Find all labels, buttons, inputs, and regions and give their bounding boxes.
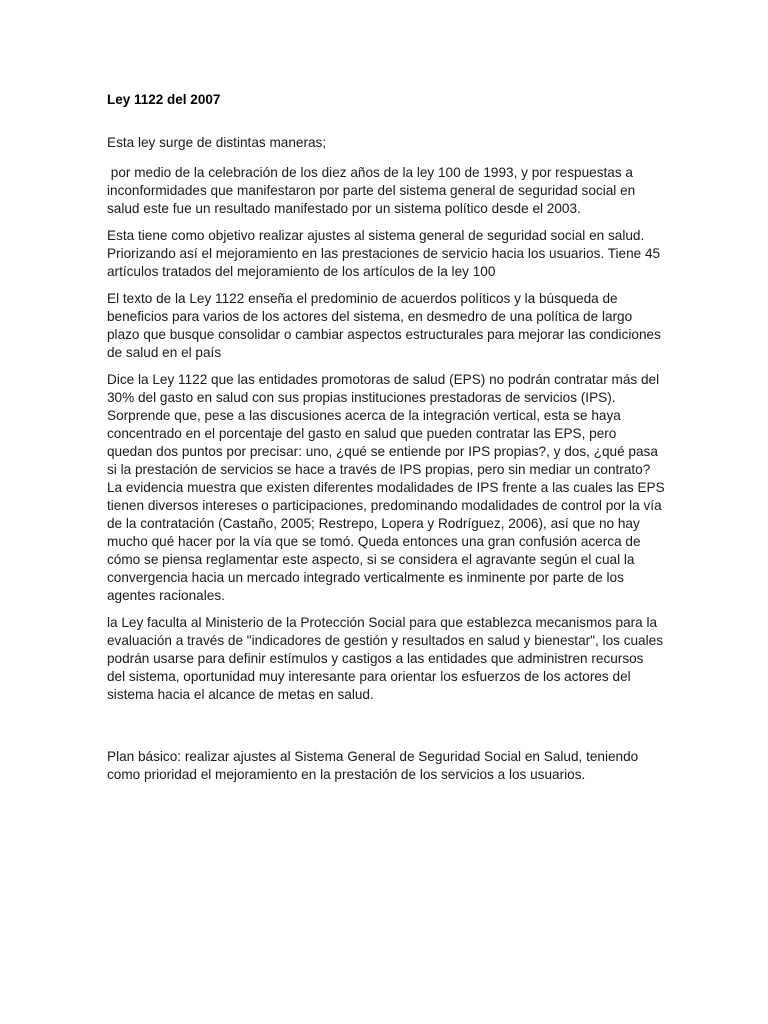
paragraph-basic-plan: Plan básico: realizar ajustes al Sistema General de Seguridad Social en Salud, teniendo como prioridad el mejoramiento en la prestación de los servicios a los usuarios.	[107, 749, 643, 782]
document-page	[107, 91, 669, 793]
paragraph-eps-contracting: Dice la Ley 1122 que las entidades promotoras de salud (EPS) no podrán contratar más del 30% del gasto en salud con sus propias instituciones prestadoras de servicios (IPS). Sorprende que, pese a las discusiones acerca de la integración vertical, esta se haya concentrado en el porcentaje del gasto en salud que pueden contratar las EPS, pero quedan dos puntos por precisar: uno, ¿qué se entiende por IPS propias?, y dos, ¿qué pasa si la prestación de servicios se hace a través de IPS propias, pero sin mediar un contrato? La evidencia muestra que existen diferentes modalidades de IPS frente a las cuales las EPS tienen diversos intereses o participaciones, predominando modalidades de control por la vía de la contratación (Castaño, 2005; Restrepo, Lopera y Rodríguez, 2006), así que no hay mucho qué hacer por la vía que se tomó. Queda entonces una gran confusión acerca de cómo se piensa reglamentar este aspecto, si se considera el agravante según el cual la convergencia hacia un mercado integrado verticalmente es inminente por parte de los agentes racionales.	[107, 372, 669, 603]
paragraph-ministry-indicators: la Ley faculta al Ministerio de la Protección Social para que establezca mecanismos para la evaluación a través de "indicadores de gestión y resultados en salud y bienestar", los cuales podrán usarse para definir estímulos y castigos a las entidades que administren recursos del sistema, oportunidad muy interesante para orientar los esfuerzos de los actores del sistema hacia el alcance de metas en salud.	[107, 615, 667, 702]
document-title: Ley 1122 del 2007	[107, 92, 221, 107]
paragraph-intro: Esta ley surge de distintas maneras;	[107, 135, 327, 150]
paragraph-objective: Esta tiene como objetivo realizar ajustes al sistema general de seguridad social en salud. Priorizando así el mejoramiento en las prestaciones de servicio hacia los usuarios. Tiene 45 artículos tratados del mejoramiento de los artículos de la ley 100	[107, 228, 664, 279]
paragraph-origin: por medio de la celebración de los diez años de la ley 100 de 1993, y por respuestas a inconformidades que manifestaron por parte del sistema general de seguridad social en salud este fue un resultado manifestado por un sistema político desde el 2003.	[107, 165, 639, 216]
paragraph-political-agreements: El texto de la Ley 1122 enseña el predominio de acuerdos políticos y la búsqueda de beneficios para varios de los actores del sistema, en desmedro de una política de largo plazo que busque consolidar o cambiar aspectos estructurales para mejorar las condiciones de salud en el país	[107, 291, 665, 360]
